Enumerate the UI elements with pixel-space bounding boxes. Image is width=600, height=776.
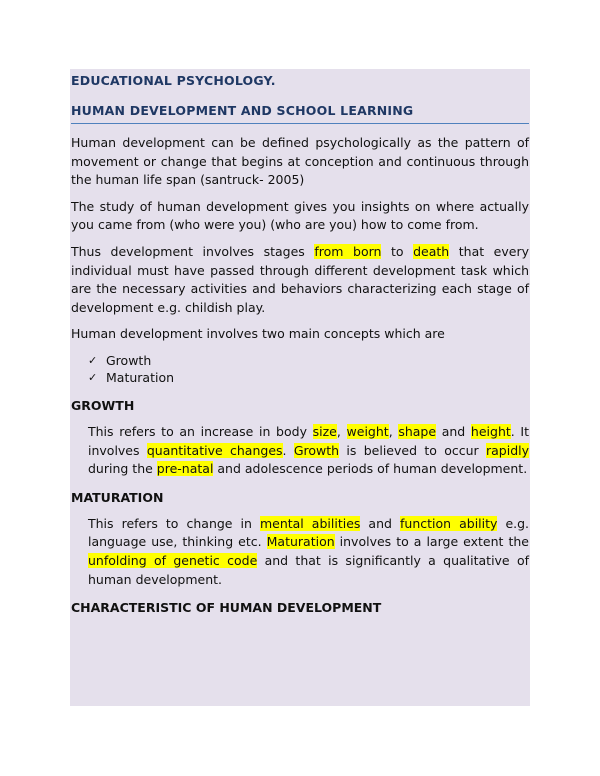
maturation-heading: MATURATION <box>71 489 164 505</box>
highlighted-text: pre-natal <box>156 461 214 477</box>
text-run: and <box>360 515 400 531</box>
highlighted-text: death <box>413 243 450 259</box>
intro-paragraph-2: The study of human development gives you insights on where actually you came from (who were you) (who are you) how to come from. <box>71 198 529 233</box>
highlighted-text: from born <box>314 243 382 259</box>
growth-heading: GROWTH <box>71 397 135 413</box>
check-mark-icon: ✓ <box>88 353 98 367</box>
concepts-intro: Human development involves two main concepts which are <box>71 326 445 342</box>
highlighted-text: Growth <box>293 442 340 458</box>
text-run: and adolescence periods of human development. <box>213 461 528 477</box>
text-run: This refers to change in <box>88 515 260 531</box>
text-run: that every individual must have passed through different development task which are the necessary activities and behaviors characterizing each stage of development e.g. childish play. <box>71 243 529 315</box>
characteristics-heading: CHARACTERISTIC OF HUMAN DEVELOPMENT <box>71 600 382 616</box>
text-run: e.g. language use, thinking etc. <box>88 515 530 550</box>
intro-paragraph-1: Human development can be defined psychologically as the pattern of movement or change that begins at conception and continuous through the human life span (santruck- 2005) <box>71 135 529 188</box>
document-title: EDUCATIONAL PSYCHOLOGY. <box>71 73 276 88</box>
text-run: to <box>381 243 414 259</box>
highlighted-text: shape <box>398 423 437 439</box>
highlighted-text: height <box>470 423 511 439</box>
highlighted-text: weight <box>346 423 389 439</box>
text-run: during the <box>88 461 157 477</box>
document-body <box>71 69 529 617</box>
growth-paragraph <box>71 423 529 479</box>
check-mark-icon: ✓ <box>88 371 98 385</box>
list-item-label: Growth <box>106 352 152 368</box>
document-subtitle: HUMAN DEVELOPMENT AND SCHOOL LEARNING <box>71 103 529 124</box>
text-run: and that is significantly a qualitative of human development. <box>88 552 529 587</box>
text-run: is believed to occur <box>339 442 486 458</box>
text-run: involves to a large extent the <box>334 534 529 550</box>
text-run: , <box>336 423 347 439</box>
text-run: . <box>282 442 294 458</box>
list-item-label: Maturation <box>106 370 175 386</box>
highlighted-text: unfolding of genetic code <box>88 552 258 568</box>
text-run: and <box>436 423 471 439</box>
list-item <box>88 369 529 387</box>
highlighted-text: mental abilities <box>259 515 361 531</box>
text-run: . It involves <box>88 423 529 458</box>
highlighted-text: function ability <box>400 515 498 531</box>
text-run: , <box>388 423 399 439</box>
concepts-list <box>71 352 529 387</box>
highlighted-text: size <box>312 423 337 439</box>
highlighted-text: Maturation <box>266 534 335 550</box>
highlighted-text: rapidly <box>486 442 530 458</box>
maturation-paragraph <box>71 515 529 589</box>
text-run: Thus development involves stages <box>71 243 315 259</box>
list-item <box>88 352 529 370</box>
text-run: This refers to an increase in body <box>88 423 313 439</box>
highlighted-text: quantitative changes <box>146 442 283 458</box>
stages-paragraph <box>71 243 529 317</box>
